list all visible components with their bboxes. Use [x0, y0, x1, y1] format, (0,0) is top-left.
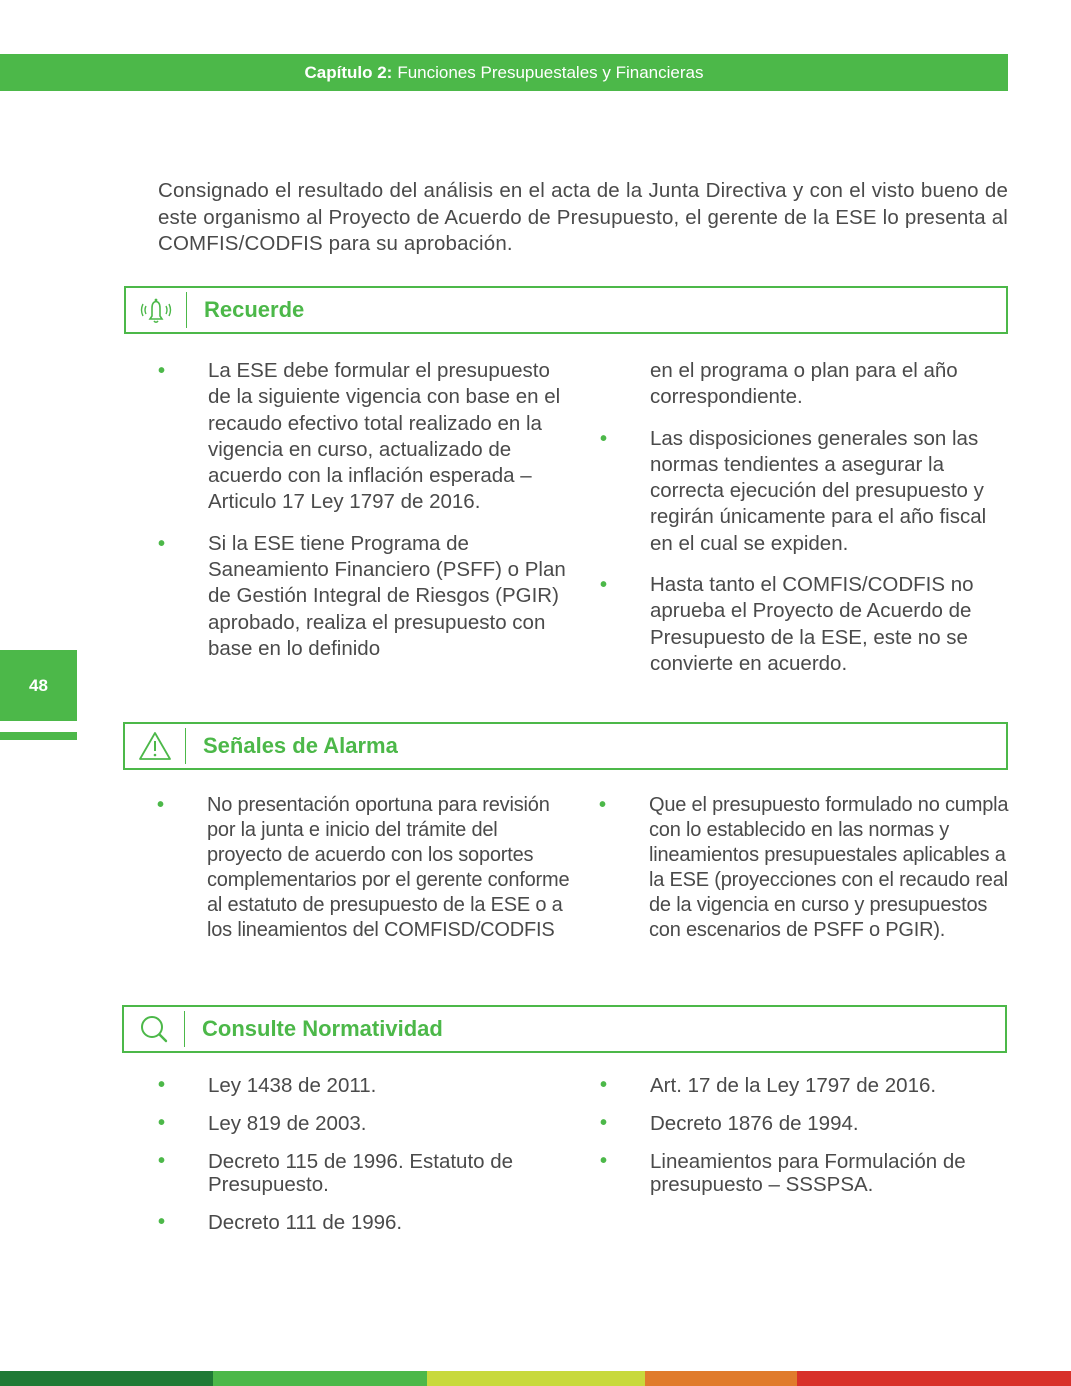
list-item-continuation: en el programa o plan para el año correspondiente.: [650, 359, 958, 409]
list-item: • Decreto 115 de 1996. Estatuto de Presupuesto.: [158, 1150, 514, 1196]
intro-paragraph: Consignado el resultado del análisis en el acta de la Junta Directiva y con el visto bueno de este organismo al Proyecto de Acuerdo de Presupuesto, el gerente de la ESE lo presenta al COMFIS/CODFIS para su aprobación.: [158, 179, 1008, 255]
bullet: •: [158, 360, 166, 382]
alarma-right-column: [599, 793, 1009, 943]
list-item: • Hasta tanto el COMFIS/CODFIS no aprueba el Proyecto de Acuerdo de Presupuesto de la ESE, este no se convierte en acuerdo.: [600, 573, 974, 675]
list-item: • No presentación oportuna para revisión por la junta e inicio del trámite del proyecto de acuerdo con los soportes complementarios por el gerente conforme al estatuto de presupuesto de la ESE o a los lineamientos del COMFISD/CODFIS: [157, 794, 570, 941]
list-item: • La ESE debe formular el presupuesto de la siguiente vigencia con base en el recaudo efectivo total realizado en la vigencia en curso, actualizado de acuerdo con la inflación esperada – Articulo 17 Ley 1797 de 2016.: [158, 359, 561, 514]
bullet: •: [157, 794, 164, 816]
warning-icon: [125, 728, 186, 764]
stripe-lime: [427, 1371, 645, 1386]
normatividad-section-header: [122, 1005, 1007, 1053]
recuerde-left-column: [158, 358, 578, 677]
bullet: •: [600, 574, 608, 597]
chapter-title: Funciones Presupuestales y Financieras: [397, 62, 704, 82]
bullet: •: [158, 1074, 166, 1096]
footer-color-stripe: [0, 1371, 1071, 1386]
stripe-green: [213, 1371, 427, 1386]
bullet: •: [158, 1211, 166, 1233]
bullet: •: [600, 427, 608, 450]
list-item: • Decreto 1876 de 1994.: [600, 1112, 859, 1135]
normatividad-right-column: [600, 1074, 1010, 1211]
alarma-section-header: [123, 722, 1008, 770]
page-tab-underline: [0, 732, 77, 740]
list-item: • Ley 819 de 2003.: [158, 1112, 367, 1135]
normatividad-left-column: [158, 1074, 578, 1249]
bullet: •: [158, 1150, 166, 1172]
stripe-dark-green: [0, 1371, 213, 1386]
recuerde-section-header: [124, 286, 1008, 334]
list-item: • Ley 1438 de 2011.: [158, 1074, 377, 1097]
list-item: • Lineamientos para Formulación de presupuesto – SSSPSA.: [600, 1150, 966, 1196]
chapter-label: Capítulo 2:: [304, 62, 393, 82]
list-item: • Decreto 111 de 1996.: [158, 1211, 403, 1234]
stripe-orange: [645, 1371, 797, 1386]
recuerde-right-column: [600, 358, 1010, 692]
list-item: • Las disposiciones generales son las normas tendientes a asegurar la correcta ejecución del presupuesto y regirán únicamente para el año fiscal en el cual se expiden.: [600, 426, 987, 555]
list-item: • Si la ESE tiene Programa de Saneamiento Financiero (PSFF) o Plan de Gestión Integral de Riesgos (PGIR) aprobado, realiza el presupuesto con base en lo definido: [158, 531, 566, 660]
bell-icon: [126, 292, 187, 328]
bullet: •: [600, 1074, 608, 1096]
bullet: •: [600, 1112, 608, 1134]
list-item: • Que el presupuesto formulado no cumpla con lo establecido en las normas y lineamientos presupuestales aplicables a la ESE (proyecciones con el recaudo real de la vigencia en curso y presupuestos con escenarios de PSFF o PGIR).: [599, 794, 1009, 941]
page-number: 48: [29, 675, 48, 695]
stripe-red: [797, 1371, 1071, 1386]
chapter-header: [0, 54, 1008, 91]
page-number-tab: [0, 650, 77, 721]
recuerde-title: Recuerde: [204, 297, 305, 322]
normatividad-title: Consulte Normatividad: [202, 1016, 443, 1041]
alarma-title: Señales de Alarma: [203, 733, 398, 758]
search-icon: [124, 1011, 185, 1047]
bullet: •: [158, 1112, 166, 1134]
bullet: •: [599, 794, 606, 816]
alarma-left-column: [157, 793, 577, 943]
bullet: •: [600, 1150, 608, 1172]
list-item: • Art. 17 de la Ley 1797 de 2016.: [600, 1074, 937, 1097]
bullet: •: [158, 532, 166, 555]
